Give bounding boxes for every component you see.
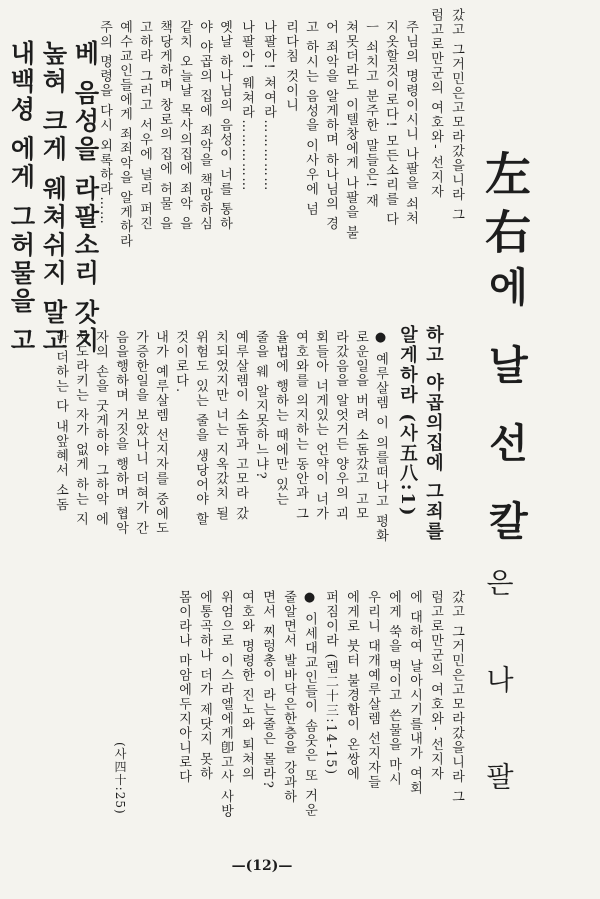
left-text-line: 예수교인들에게 죄죄악을 알게하라 bbox=[117, 20, 132, 249]
right-text-line: 우리니 대개예루살렘 선지자들 bbox=[365, 590, 380, 790]
right-text-line: 에통곡하나 더가 제닷지 못하 bbox=[197, 590, 212, 781]
left-text-line: 고 하시는 음성을 이사우에 넘 bbox=[303, 20, 318, 217]
middle-text-line: 음을행하며 거짓을 행하며 협악 bbox=[113, 330, 128, 536]
middle-text-line: 위험도 있는 줄을 생당어야 할 bbox=[193, 330, 208, 527]
left-text-line: 나팔아! 쳐여라…………… bbox=[261, 20, 276, 192]
article-title bbox=[472, 150, 538, 552]
right-text-line: 여호와 명령한 진노와 퇴쳐의 bbox=[239, 590, 254, 781]
right-text-line: ● 이세대교인들이 솜웃은 또 거운 bbox=[302, 590, 317, 818]
left-text-line: 주님의 명령이시니 나팔을 쇠처 bbox=[403, 20, 418, 226]
middle-text-line: 여호와를 의지하는 동안과 그 bbox=[293, 330, 308, 521]
left-text-line: 같치 오늘날 목사의집에 죄악 을 bbox=[177, 20, 192, 232]
middle-text-line: 로운일을 버려 소돔갔고 고모 bbox=[353, 330, 368, 521]
left-text-line: 리다침 것이니 bbox=[283, 20, 298, 113]
right-text-line: 퍼짐이라 (렘二十三:14-15) bbox=[323, 590, 338, 776]
right-line-1: 갔고 그거민은고모라갔을니라 그 bbox=[449, 8, 464, 223]
right-line-2: 럼고로만군의 여호와- 선지자 bbox=[428, 8, 443, 200]
byline: 은 나 팔 bbox=[482, 568, 515, 820]
middle-text-line: 자의 손을 굿게하야 그하악 에 bbox=[93, 330, 108, 527]
right-text-line: 럼고로만군의 여호와- 선지자 bbox=[428, 590, 443, 782]
left-text-line: 책당게하며 창로의 집에 허물 을 bbox=[157, 20, 172, 232]
right-text-line: 에 대하여 날아시기를내가 여회 bbox=[407, 590, 422, 796]
middle-text-line: 서도라키는 자가 없게 하는 지 bbox=[73, 330, 88, 527]
middle-text-line: 예루살렘이 소돔과 고모라 갔 bbox=[233, 330, 248, 521]
left-text-line: 나팔아! 웨쳐라…………… bbox=[239, 20, 254, 192]
emphasis-line: 내백셩 에게 그허물을 고 bbox=[7, 40, 36, 356]
middle-text-line: 치되었지만 너는 지옥갔치 될 bbox=[213, 330, 228, 521]
section-heading-line: 하고 야곱의집에 그죄를 bbox=[423, 325, 444, 542]
left-text-line: 주의 명령을 다시 외록하라…… bbox=[97, 20, 112, 226]
middle-text-line: 줄을 웨 알지못하느냐? bbox=[253, 330, 268, 481]
left-text-line: 지옷할것이로다! 모든소리를 다 bbox=[383, 20, 398, 227]
right-text-line: 에게 쑥을 먹이고 쓴물을 마시 bbox=[386, 590, 401, 787]
right-text-line: 위엄으로 이스라엘에게卽고사 사방 bbox=[218, 590, 233, 819]
page-number: —(12)— bbox=[231, 858, 293, 874]
left-text-line: 야 야곱의 집에 죄악을 책망하심 bbox=[197, 20, 212, 232]
middle-text-line: 가증한일을 보았나니 더혀가 간 bbox=[133, 330, 148, 536]
right-text-line: 몸이라나 마암에두지아니로다 bbox=[176, 590, 191, 785]
left-text-line: 쳐못더라도 이텔창에게 나팔을 불 bbox=[343, 20, 358, 240]
title-korean: 에 날 선 칼 bbox=[482, 266, 529, 552]
section-heading-line: 알게하라 (사五八:1) bbox=[397, 325, 418, 518]
middle-text-line: 라갔음을 알엇거든 양우의 괴 bbox=[333, 330, 348, 521]
left-text-line: 고하라 그러고 서우에 널리 퍼진 bbox=[137, 20, 152, 232]
emphasis-line: 높혀 크게 웨쳐쉬지 말고 bbox=[39, 40, 68, 356]
right-text-line: 면서 찌렁총이 라는줄은 몰라? bbox=[260, 590, 275, 790]
middle-text-line: 것이로다. bbox=[173, 330, 188, 394]
middle-text-line: ● 예루살렘 이 의를떠나고 평화 bbox=[373, 330, 388, 544]
title-hanja: 左右 bbox=[478, 150, 532, 266]
left-text-line: ㅡ 쇠치고 분주한 말들은! 재 bbox=[363, 20, 378, 209]
middle-text-line: 율법에 행하는 때에만 있는 bbox=[273, 330, 288, 507]
right-text-line: 에게로 붓터 불경함이 온쌍에 bbox=[344, 590, 359, 781]
right-text-line: 줄알면서 발바닥은한층을 강과하 bbox=[281, 590, 296, 805]
left-text-line: 옛날 하나님의 음성이 너를 통하 bbox=[217, 20, 232, 232]
right-text-line: 갔고 그거민은고모라갔을니라 그 bbox=[449, 590, 464, 805]
middle-text-line: 내가 예루살렘 선지자를 중에도 bbox=[153, 330, 168, 536]
left-text-line: 어 죄악을 알게하며 하나님의 경 bbox=[323, 20, 338, 232]
middle-text-line: 회들아 너게있는 언약이 너가 bbox=[313, 330, 328, 521]
scripture-reference: (사四十:25) bbox=[113, 742, 127, 815]
emphasis-line: 베 음성을 라팔소리 갓치 bbox=[71, 40, 100, 356]
middle-text-line: 라 더하는 다 내앞혜서 소돔 bbox=[53, 330, 68, 513]
